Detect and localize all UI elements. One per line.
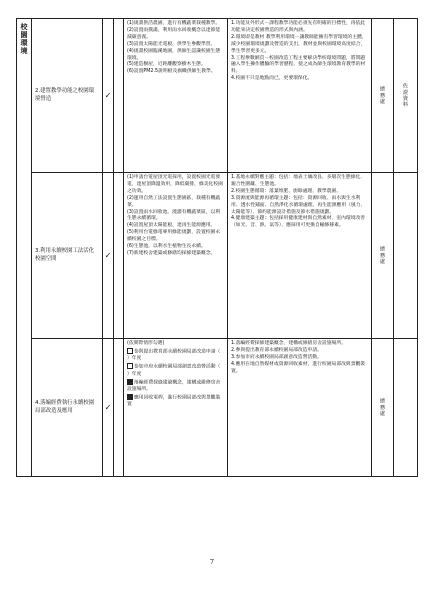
item-text: 2.建置教學功能之校園環境營造 <box>35 87 95 102</box>
unit-cell <box>372 339 394 477</box>
evidence-cell <box>394 339 418 477</box>
checkmark-icon: ✓ <box>104 403 112 412</box>
detail-line: (2)設置雨撲滿，利用雨水回收概念以達節能減碳意義。 <box>127 27 221 40</box>
description-line: 4.校園不只是地點而已，更要環保化。 <box>231 76 313 82</box>
description-cell <box>228 173 372 339</box>
category-label: 校園環境 <box>20 23 28 55</box>
check-cell <box>103 339 114 477</box>
description-line: 4.應用在地自然媒材或資源回收素材，進行校園局部改與景觀裝置。 <box>231 361 366 374</box>
detail-line: (4)設置屋頂太陽能板，達再生能源應用。 <box>127 223 216 229</box>
evidence-label: 佐證資料 <box>402 83 408 108</box>
evidence-cell <box>394 19 418 173</box>
detail-line: (3)設置太陽能光電板，供學生參觀學習。 <box>127 41 216 47</box>
detail-cell <box>124 339 228 477</box>
item-cell <box>32 173 103 339</box>
option-text: 應用回收電桿，進行校園局部改與景觀裝置 <box>127 395 221 408</box>
description-line: 3.工程參數網頁－校園改造工程主要解決學校環境問題，將問題融入學生操作體驗的學習歷程，使之成為師生環境教育教學的材料。 <box>231 55 366 75</box>
description-line: 2.環境即是教材 教學利用環境－讓教師能擁有學習環境的主體，減少校園環境規劃及營造的支出，教材並與校園環境高度結合，學生學習更多元。 <box>231 34 367 54</box>
unit-cell <box>372 19 394 173</box>
responsible-unit: 總務處 <box>379 86 385 105</box>
table-row <box>17 19 418 173</box>
description-line: 1.功能及外形式－課程教學功能必須先有明確的目標性，再依此功能來決定校園營造的形式與內涵。 <box>231 21 366 33</box>
description-cell <box>228 19 372 173</box>
description-line: 1.落編經費採綠建築概念，建構或修繕房舍設施場所。 <box>231 341 346 346</box>
unit-cell <box>372 173 394 339</box>
description-line: 3.資源流與能源再循環主題：包括：資源回收、雨水與生水利用、透水性鋪面、自然淨化水循環處理、再生能源應用（風力、太陽能等）、節約能源設計措施及節水措施規劃。 <box>231 195 366 215</box>
checkbox-icon <box>127 348 133 354</box>
description-line: 2.參與提出教育部永續校園局部改造申請。 <box>231 347 322 353</box>
detail-line: (4)規畫校園臨溪地園，供師生認識校園生態環境。 <box>127 48 221 61</box>
option-item <box>127 394 224 409</box>
checkbox-icon <box>127 363 133 369</box>
table-row <box>17 339 418 477</box>
option-item <box>127 379 224 394</box>
detail-cell <box>124 173 228 339</box>
option-text: 参與提出教育部永續校園局部改造申請（ ）年度 <box>127 349 221 362</box>
description-line: 2.校園生態循環：落葉堆肥、廚餘處理、教學農園。 <box>231 188 342 194</box>
checkmark-icon: ✓ <box>104 91 112 100</box>
table-row <box>17 173 418 339</box>
detail-line: (1)規畫供活農園，進行有機蔬菜栽種教學。 <box>127 21 221 26</box>
detail-line: (3)設置雨水回收池，澆灌有機蔬菜區，以利生態永續循環。 <box>127 209 221 222</box>
responsible-unit: 總務處 <box>379 246 385 265</box>
check-cell <box>103 19 114 173</box>
page-number: 7 <box>209 558 215 566</box>
detail-line: (5)利用台電綠電專用綠能規劃，設置校園永續校園之目標。 <box>127 230 221 243</box>
detail-line: (5)建造樹屋，近距離觀察樹木生態。 <box>127 62 206 68</box>
check-cell <box>103 173 114 339</box>
description-cell <box>228 339 372 477</box>
detail-line: (6)設置PM2.5說明板及旗幟供師生教學。 <box>127 69 216 75</box>
item-cell <box>32 19 103 173</box>
description-line: 1.基地永續對應主題：包括：地表土壤改良、多層次生態綠化、親合性圍籬、生態池。 <box>231 175 366 187</box>
options-title: (依實際情形勾選) <box>127 341 165 346</box>
checked-checkbox-icon <box>127 394 133 400</box>
item-text: 4.落編經費執行永續校園局部改造及應用 <box>35 399 95 414</box>
evaluation-table <box>16 18 418 477</box>
option-text: 参加市府永續校園局部創意改造營活動（ ）年度 <box>127 364 221 377</box>
detail-line: (7)新建校舍建築或修繕均採綠建築概念。 <box>127 250 216 256</box>
checked-checkbox-icon <box>127 379 133 385</box>
detail-line: (6)生態池，以利水生植物生長永續。 <box>127 244 206 250</box>
description-line: 4.健康建築主題：包括採用健康建材與自然素材、室內環境改善（如光、音、熱、氣等）、應採用可更換自輸修移素。 <box>231 216 366 229</box>
responsible-unit: 總務處 <box>379 398 385 417</box>
option-item <box>127 363 224 378</box>
evidence-cell <box>394 173 418 339</box>
checkmark-icon: ✓ <box>104 251 112 260</box>
blank-cell <box>114 19 124 173</box>
blank-cell <box>114 173 124 339</box>
detail-line: (2)運用自然工法設置生態園區，栽種有機蔬菜。 <box>127 195 221 208</box>
category-cell <box>17 19 32 477</box>
blank-cell <box>114 339 124 477</box>
item-text: 3.利用永續校園工法活化校園空間 <box>35 247 95 262</box>
item-cell <box>32 339 103 477</box>
option-item <box>127 348 224 363</box>
option-text: 落編經費採綠建築概念，建構或維修房舍設施場所。 <box>127 380 221 392</box>
description-line: 3.参加市府永續校園局部創意改造營活動。 <box>231 354 322 360</box>
detail-line: (1)申請台電屋頂光電採用，設置校園光電發電，達屋頂降溫效用，降低碳排，綠美化校園之功效。 <box>127 175 223 194</box>
detail-cell <box>124 19 228 173</box>
